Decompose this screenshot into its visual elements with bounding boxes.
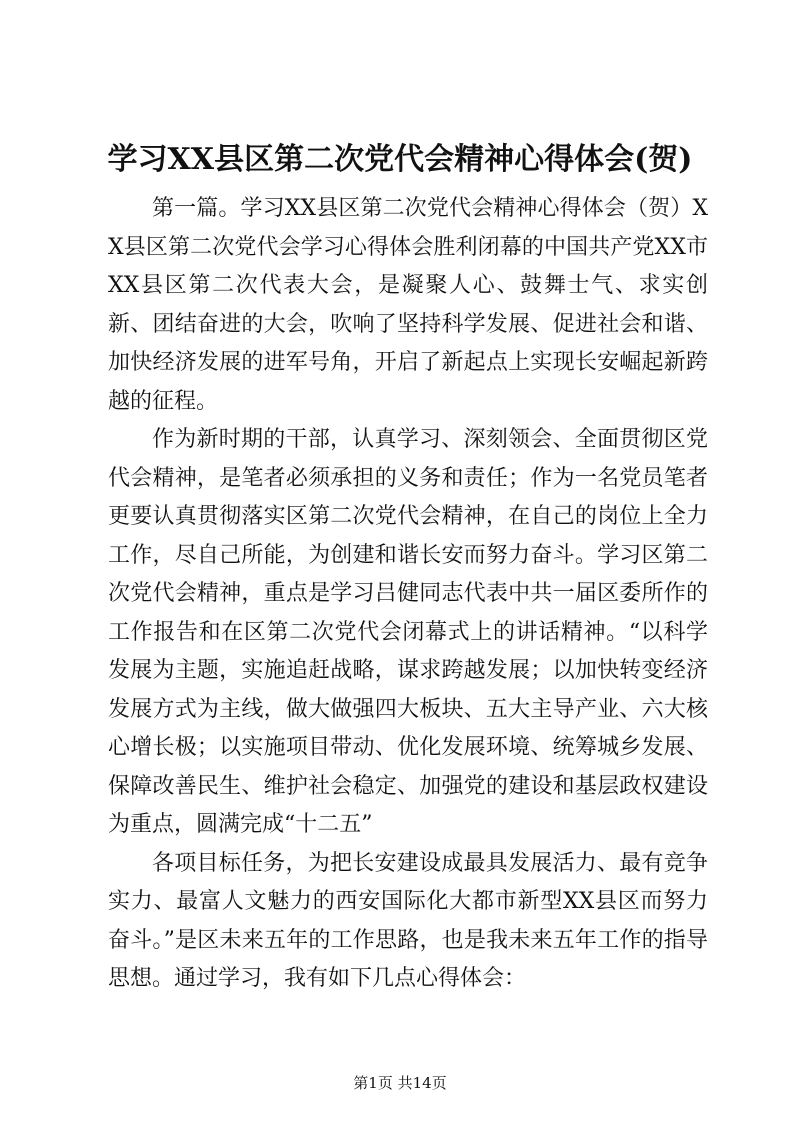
document-body — [108, 190, 708, 999]
paragraph-3: 各项目标任务，为把长安建设成最具发展活力、最有竞争实力、最富人文魅力的西安国际化大都市新型XX县区而努力奋斗。”是区未来五年的工作思路，也是我未来五年工作的指导思想。通过学习，我有如下几点心得体会： — [108, 850, 708, 991]
page-title: 学习XX县区第二次党代会精神心得体会(贺) — [107, 142, 693, 177]
paragraph-2: 作为新时期的干部，认真学习、深刻领会、全面贯彻区党代会精神，是笔者必须承担的义务和责任；作为一名党员笔者更要认真贯彻落实区第二次党代会精神，在自己的岗位上全力工作，尽自己所能，为创建和谐长安而努力奋斗。学习区第二次党代会精神，重点是学习吕健同志代表中共一届区委所作的工作报告和在区第二次党代会闭幕式上的讲话精神。“以科学发展为主题，实施追赶战略，谋求跨越发展；以加快转变经济发展方式为主线，做大做强四大板块、五大主导产业、六大核心增长极；以实施项目带动、优化发展环境、统筹城乡发展、保障改善民生、维护社会稳定、加强党的建设和基层政权建设为重点，圆满完成“十二五” — [108, 427, 708, 837]
paragraph-1: 第一篇。学习XX县区第二次党代会精神心得体会（贺）XX县区第二次党代会学习心得体会胜利闭幕的中国共产党XX市XX县区第二次代表大会，是凝聚人心、鼓舞士气、求实创新、团结奋进的大会，吹响了坚持科学发展、促进社会和谐、加快经济发展的进军号角，开启了新起点上实现长安崛起新跨越的征程。 — [108, 196, 708, 414]
page-number-footer: 第1页 共14页 — [353, 1074, 447, 1092]
